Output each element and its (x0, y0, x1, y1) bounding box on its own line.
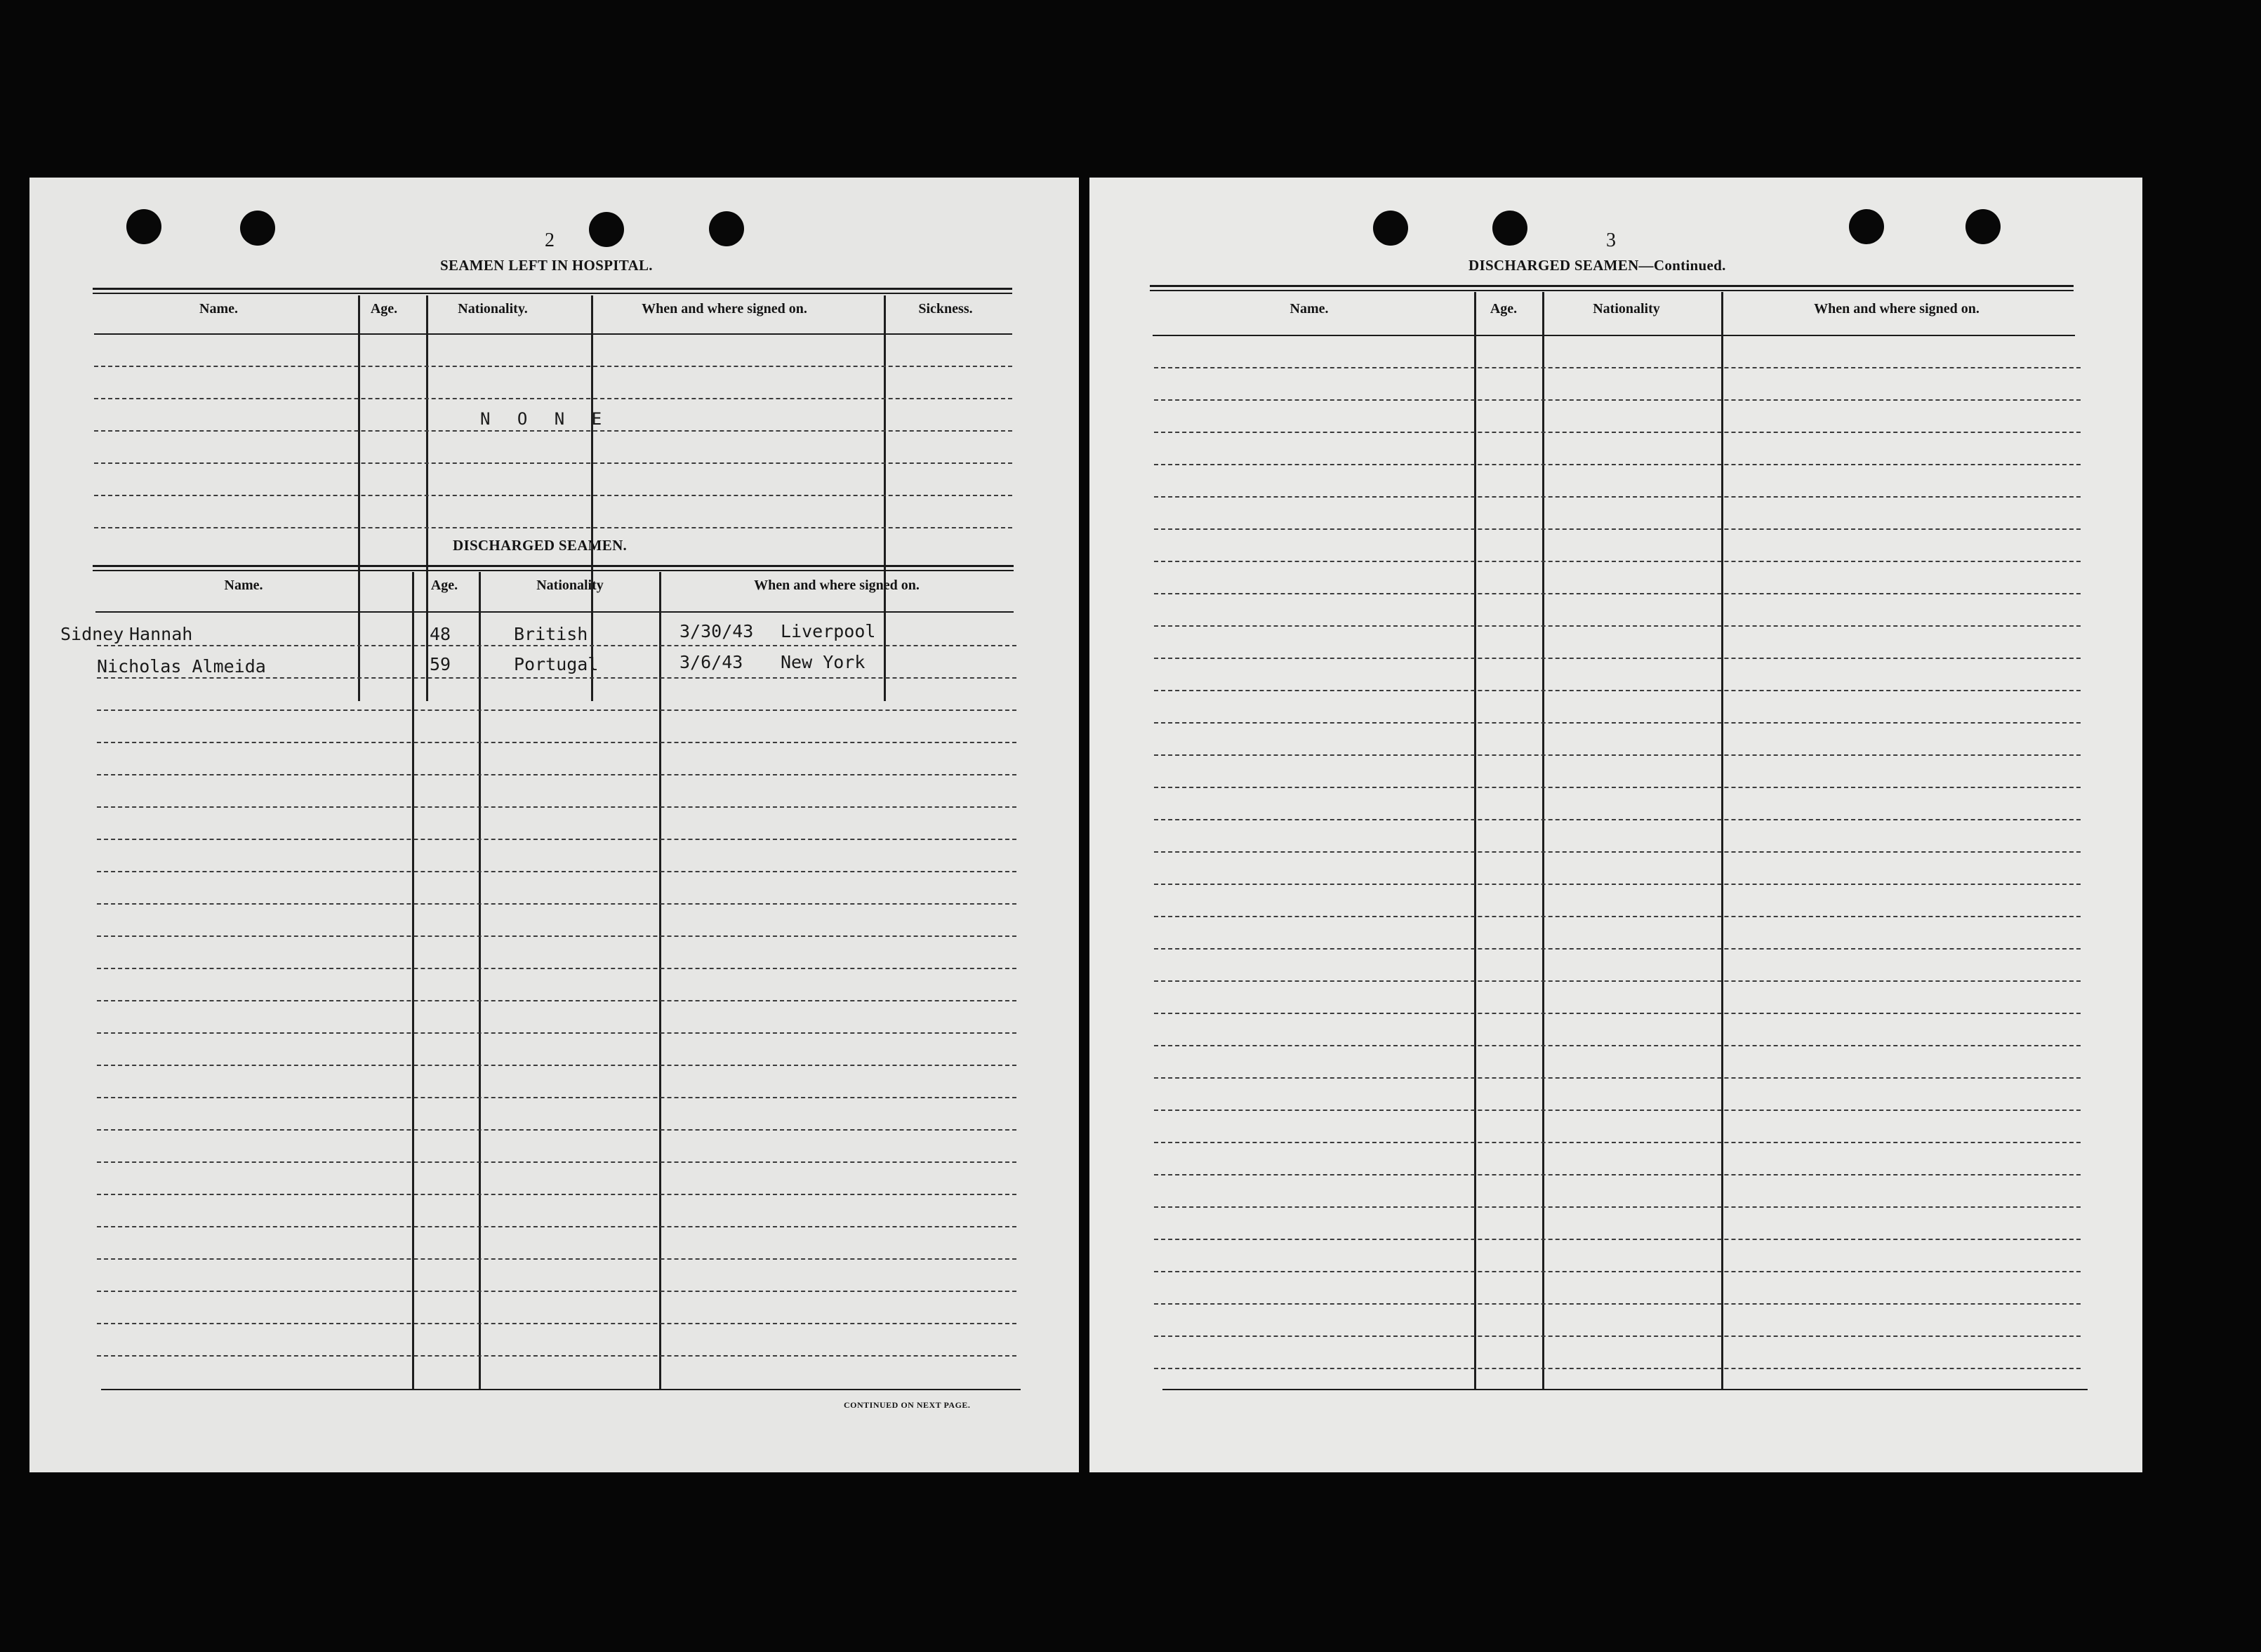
column-header-sickness: Sickness. (918, 301, 973, 317)
table-bottom-rule (1162, 1389, 2088, 1390)
column-header-signed-on: When and where signed on. (754, 578, 920, 593)
entry-line (1154, 625, 2081, 627)
entry-line (94, 462, 1012, 464)
row-date: 3/6/43 (679, 652, 743, 672)
column-header-nationality: Nationality (536, 578, 604, 593)
entry-line (97, 1000, 1016, 1001)
header-underline (95, 611, 1014, 613)
entry-line (1154, 722, 2081, 724)
entry-line (97, 1194, 1016, 1195)
table-top-rule (93, 570, 1014, 571)
column-header-nationality: Nationality (1593, 301, 1660, 317)
entry-line (1154, 819, 2081, 820)
entry-line (97, 839, 1016, 840)
row-place: New York (781, 652, 866, 672)
entry-line (1154, 1335, 2081, 1337)
column-header-name: Name. (224, 578, 263, 593)
column-header-name: Name. (199, 301, 238, 317)
column-divider (591, 295, 593, 701)
entry-line (97, 710, 1016, 711)
column-divider (659, 572, 661, 1389)
continued-footer: CONTINUED ON NEXT PAGE. (844, 1400, 971, 1410)
entry-line (1154, 916, 2081, 917)
punch-hole (1373, 211, 1408, 246)
entry-line (1154, 690, 2081, 691)
punch-hole (240, 211, 275, 246)
entry-line (1154, 1303, 2081, 1305)
column-header-nationality: Nationality. (458, 301, 528, 317)
column-divider (1542, 292, 1544, 1389)
entry-line (1154, 754, 2081, 756)
entry-line (97, 1323, 1016, 1324)
entry-line (1154, 1206, 2081, 1208)
left-page (29, 178, 1079, 1472)
punch-hole (1492, 211, 1527, 246)
entry-line (1154, 1271, 2081, 1272)
column-header-signed-on: When and where signed on. (1814, 301, 1980, 317)
table-top-rule (1150, 285, 2074, 287)
punch-hole (709, 211, 744, 246)
row-place: Liverpool (781, 621, 876, 641)
row-age: 48 (430, 624, 451, 644)
entry-line (97, 871, 1016, 872)
row-age: 59 (430, 654, 451, 674)
entry-line (97, 935, 1016, 937)
entry-line (1154, 1013, 2081, 1014)
page-number: 3 (1606, 229, 1616, 251)
entry-line (1154, 658, 2081, 659)
column-divider (426, 295, 428, 701)
entry-line (97, 1355, 1016, 1357)
row-name-prefix: Sidney (60, 624, 124, 644)
entry-line (1154, 561, 2081, 562)
entry-line (1154, 496, 2081, 498)
entry-line (94, 527, 1012, 528)
row-name: Nicholas Almeida (97, 656, 266, 677)
column-header-age: Age. (370, 301, 398, 317)
entry-line (1154, 1142, 2081, 1143)
hospital-entry-none: N O N E (480, 409, 611, 429)
page-number: 2 (545, 229, 555, 251)
entry-line (1154, 432, 2081, 433)
entry-line (94, 398, 1012, 399)
header-underline (94, 333, 1012, 335)
entry-line (1154, 593, 2081, 594)
table-top-rule (93, 288, 1012, 290)
punch-hole (126, 209, 161, 244)
entry-line (97, 1032, 1016, 1034)
column-divider (884, 295, 886, 701)
column-divider (412, 572, 414, 1389)
entry-line (94, 430, 1012, 432)
column-header-name: Name. (1289, 301, 1329, 317)
entry-line (1154, 851, 2081, 853)
entry-line (97, 1097, 1016, 1098)
entry-line (97, 903, 1016, 905)
entry-line (97, 1065, 1016, 1066)
entry-line (1154, 980, 2081, 982)
column-divider (1474, 292, 1476, 1389)
entry-line (97, 774, 1016, 775)
entry-line (1154, 1077, 2081, 1079)
entry-line (1154, 1239, 2081, 1240)
column-header-signed-on: When and where signed on. (642, 301, 807, 317)
entry-line (97, 1258, 1016, 1260)
entry-line (97, 1226, 1016, 1227)
entry-line (94, 366, 1012, 367)
entry-line (1154, 884, 2081, 885)
discharged-section-title: DISCHARGED SEAMEN. (453, 537, 628, 554)
table-top-rule (93, 293, 1012, 294)
entry-line (1154, 367, 2081, 368)
row-date: 3/30/43 (679, 621, 754, 641)
row-nationality: Portugal (514, 654, 599, 674)
column-header-age: Age. (1490, 301, 1518, 317)
table-top-rule (93, 565, 1014, 567)
entry-line (97, 742, 1016, 743)
entry-line (97, 806, 1016, 808)
punch-hole (1965, 209, 2001, 244)
column-divider (358, 295, 360, 701)
row-name: Hannah (129, 624, 193, 644)
entry-line (97, 1129, 1016, 1131)
entry-line (94, 495, 1012, 496)
entry-line (1154, 464, 2081, 465)
entry-line (1154, 399, 2081, 401)
entry-line (1154, 1110, 2081, 1111)
entry-line (1154, 948, 2081, 950)
entry-line (97, 1291, 1016, 1292)
entry-line (97, 677, 1016, 679)
row-nationality: British (514, 624, 588, 644)
entry-line (1154, 1045, 2081, 1046)
entry-line (97, 1161, 1016, 1163)
table-bottom-rule (101, 1389, 1021, 1390)
hospital-section-title: SEAMEN LEFT IN HOSPITAL. (440, 257, 653, 274)
column-divider (479, 572, 481, 1389)
entry-line (1154, 1174, 2081, 1175)
entry-line (1154, 528, 2081, 530)
right-page (1089, 178, 2142, 1472)
discharged-continued-title: DISCHARGED SEAMEN—Continued. (1468, 257, 1726, 274)
column-divider (1721, 292, 1723, 1389)
entry-line (1154, 1368, 2081, 1369)
punch-hole (1849, 209, 1884, 244)
entry-line (1154, 787, 2081, 788)
entry-line (97, 645, 1016, 646)
header-underline (1153, 335, 2075, 336)
entry-line (97, 968, 1016, 969)
column-header-age: Age. (430, 578, 458, 593)
table-top-rule (1150, 290, 2074, 291)
punch-hole (589, 212, 624, 247)
